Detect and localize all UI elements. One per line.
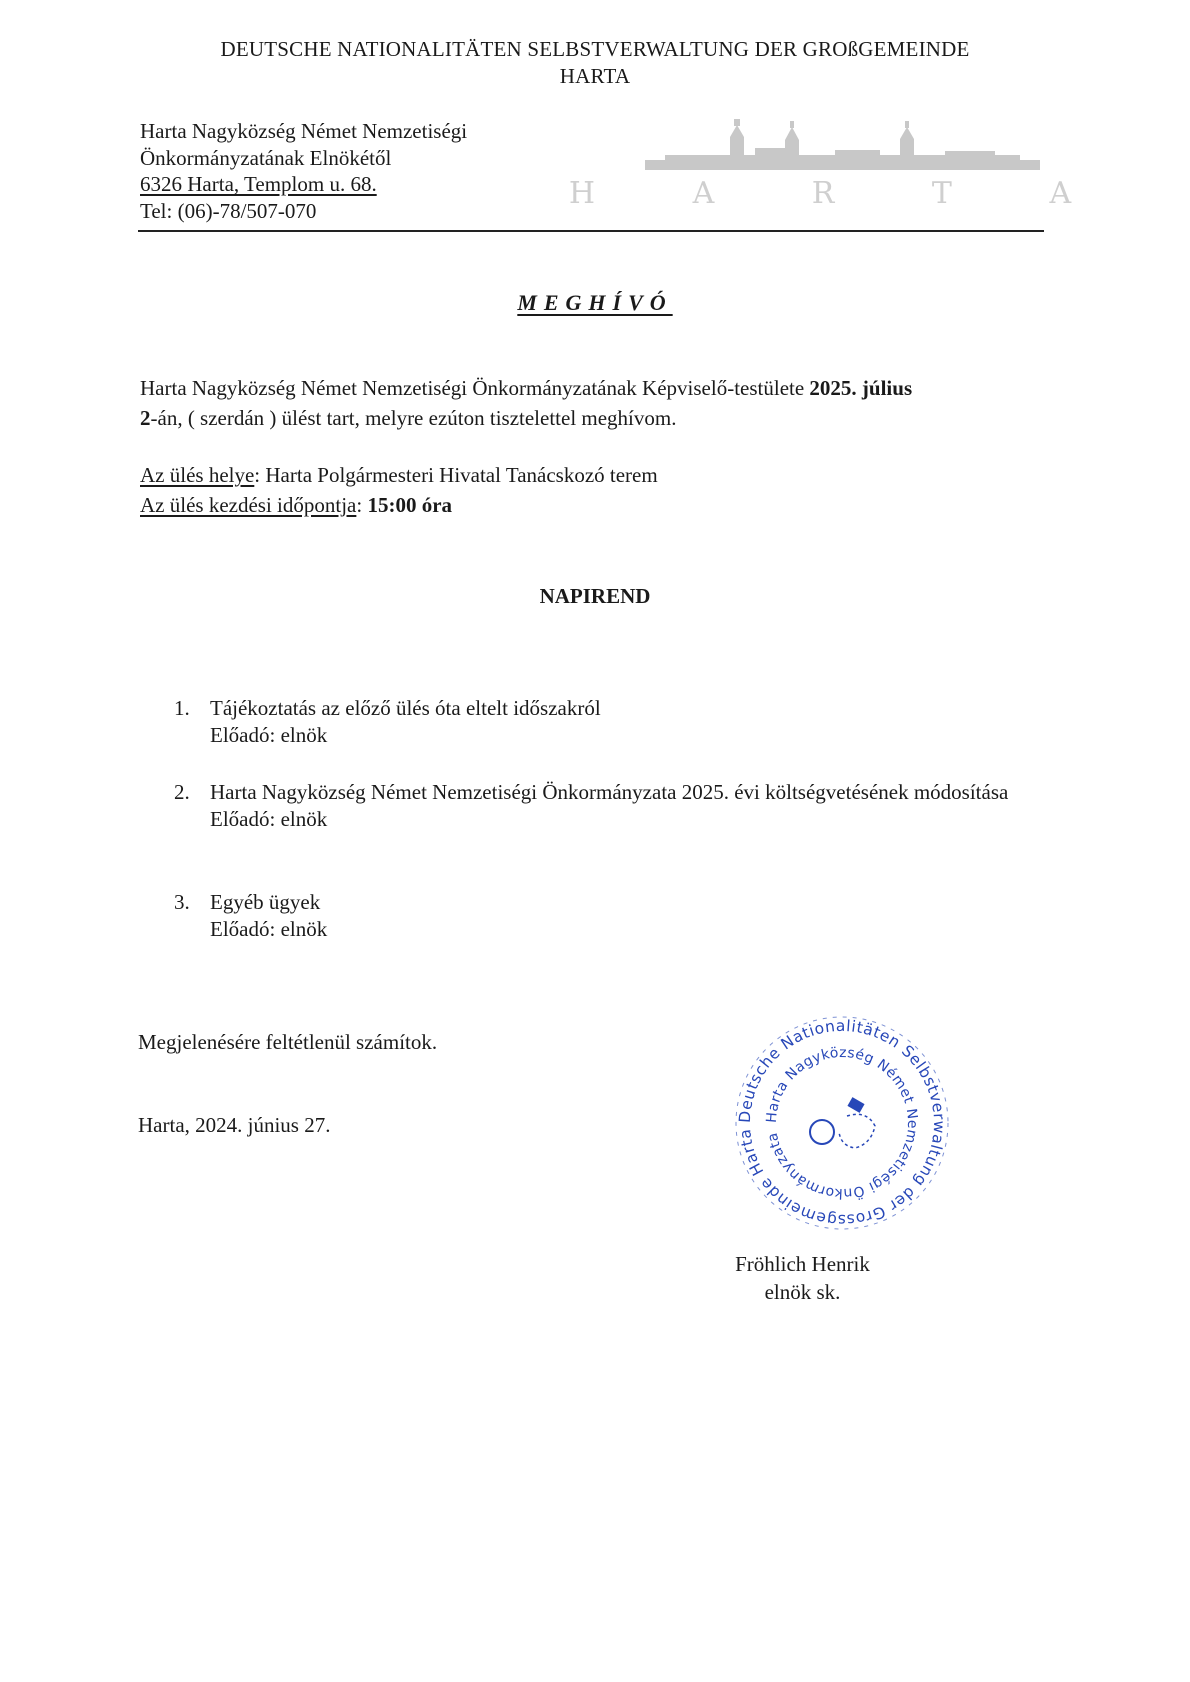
agenda-heading: NAPIREND xyxy=(539,584,651,608)
meeting-time xyxy=(140,490,452,520)
meeting-place-value: : Harta Polgármesteri Hivatal Tanácskozó terem xyxy=(254,463,658,487)
organization-title-line1: DEUTSCHE NATIONALITÄTEN SELBSTVERWALTUNG DER GROßGEMEINDE xyxy=(220,37,970,61)
agenda-item-number: 3. xyxy=(174,890,190,914)
svg-text:Harta Nagyközség Német Nemzeti xyxy=(764,1045,920,1202)
agenda-item-presenter: Előadó: elnök xyxy=(210,806,328,831)
agenda-item-number: 1. xyxy=(174,696,190,720)
agenda-item xyxy=(174,779,1042,832)
stamp-outer-text: Deutsche Nationalitäten Selbstverwaltung der Grossgemeinde Harta xyxy=(735,1016,949,1230)
sender-line2: Önkormányzatának Elnökétől xyxy=(140,145,392,170)
invitation-date: 2025. július xyxy=(809,376,913,400)
invitation-date-day: 2 xyxy=(140,406,151,430)
harta-skyline-logo xyxy=(568,115,1116,215)
document-title: MEGHÍVÓ xyxy=(517,290,673,315)
invitation-text: Harta Nagyközség Német Nemzetiségi Önkormányzatának Képviselő-testülete xyxy=(140,376,810,400)
signer-role: elnök sk. xyxy=(764,1280,841,1304)
sender-line1: Harta Nagyközség Német Nemzetiségi xyxy=(140,119,468,143)
agenda-item-text: Harta Nagyközség Német Nemzetiségi Önkormányzata 2025. évi költségvetésének módosítása xyxy=(210,780,1009,804)
signer-name: Fröhlich Henrik xyxy=(735,1252,870,1276)
meeting-time-label: Az ülés kezdési időpontja xyxy=(140,493,357,517)
agenda-item xyxy=(174,889,1042,942)
place-and-date: Harta, 2024. június 27. xyxy=(138,1113,331,1137)
invitation-paragraph xyxy=(140,373,1042,433)
meeting-place xyxy=(140,460,658,490)
meeting-place-label: Az ülés helye xyxy=(140,463,255,487)
signature-block xyxy=(720,1250,885,1306)
agenda-item-text: Egyéb ügyek xyxy=(210,890,321,914)
agenda-item-text: Tájékoztatás az előző ülés óta eltelt időszakról xyxy=(210,696,601,720)
closing-line: Megjelenésére feltétlenül számítok. xyxy=(138,1030,438,1054)
organization-title xyxy=(150,36,1040,90)
harta-logo-text: H A R T A xyxy=(568,176,1116,211)
agenda-item-presenter: Előadó: elnök xyxy=(210,722,328,747)
header-divider xyxy=(138,230,1044,232)
official-stamp xyxy=(727,1008,957,1238)
sender-phone: Tel: (06)-78/507-070 xyxy=(140,198,317,223)
invitation-text-end: -án, ( szerdán ) ülést tart, melyre ezúton tisztelettel meghívom. xyxy=(150,406,677,430)
sender-address: 6326 Harta, Templom u. 68. xyxy=(140,172,377,196)
agenda-item-presenter: Előadó: elnök xyxy=(210,916,328,941)
agenda-item-number: 2. xyxy=(174,780,190,804)
agenda-item xyxy=(174,695,1042,748)
stamp-inner-text: Harta Nagyközség Német Nemzetiségi Önkormányzata xyxy=(763,1044,921,1202)
sender-block xyxy=(140,118,467,224)
meeting-time-value: 15:00 óra xyxy=(367,493,453,517)
organization-title-line2: HARTA xyxy=(559,64,631,88)
meeting-time-separator: : xyxy=(356,493,368,517)
